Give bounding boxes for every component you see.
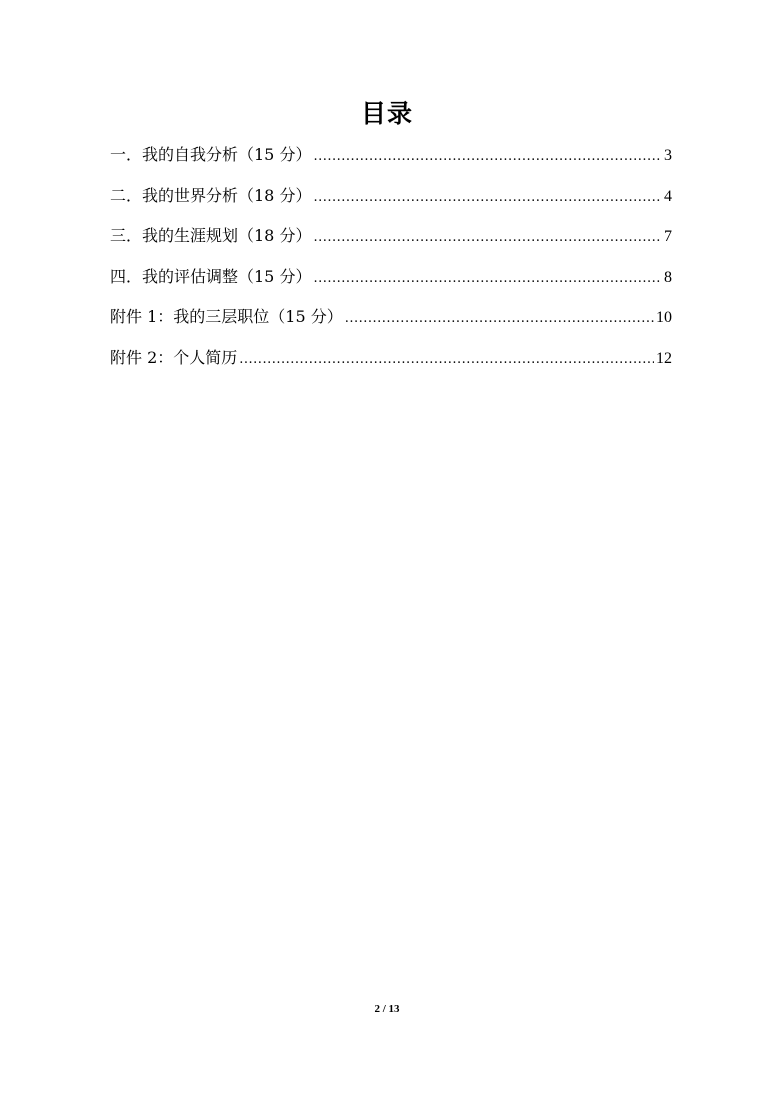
- toc-entry-page: 8: [664, 268, 672, 286]
- table-of-contents: [110, 138, 672, 382]
- toc-entry-label: 附件 1：我的三层职位（15 分）: [110, 307, 343, 327]
- toc-entry-label: 三．我的生涯规划（18 分）: [110, 226, 312, 246]
- toc-dot-leader: [345, 302, 654, 336]
- toc-dot-leader: [313, 140, 662, 174]
- page-number-footer: 2 / 13: [374, 1003, 400, 1015]
- toc-title: 目录: [360, 99, 413, 128]
- toc-entry[interactable]: [110, 260, 672, 301]
- toc-entry[interactable]: [110, 341, 672, 382]
- toc-entry-page: 12: [656, 349, 672, 367]
- toc-dot-leader: [313, 181, 662, 215]
- toc-entry-page: 3: [664, 147, 672, 164]
- toc-dot-leader: [313, 262, 662, 296]
- toc-entry[interactable]: [110, 179, 672, 220]
- toc-entry[interactable]: [110, 300, 672, 341]
- toc-entry-page: 4: [664, 187, 672, 205]
- toc-dot-leader: [313, 221, 662, 255]
- toc-entry-label: 一．我的自我分析（15 分）: [110, 145, 312, 164]
- toc-entry-page: 10: [656, 309, 672, 327]
- toc-entry[interactable]: [110, 138, 672, 179]
- toc-entry-label: 二．我的世界分析（18 分）: [110, 185, 312, 205]
- toc-entry-label: 四．我的评估调整（15 分）: [110, 266, 312, 286]
- toc-dot-leader: [239, 343, 654, 377]
- toc-entry[interactable]: [110, 219, 672, 260]
- toc-entry-page: 7: [664, 228, 672, 246]
- toc-entry-label: 附件 2：个人简历: [110, 347, 238, 367]
